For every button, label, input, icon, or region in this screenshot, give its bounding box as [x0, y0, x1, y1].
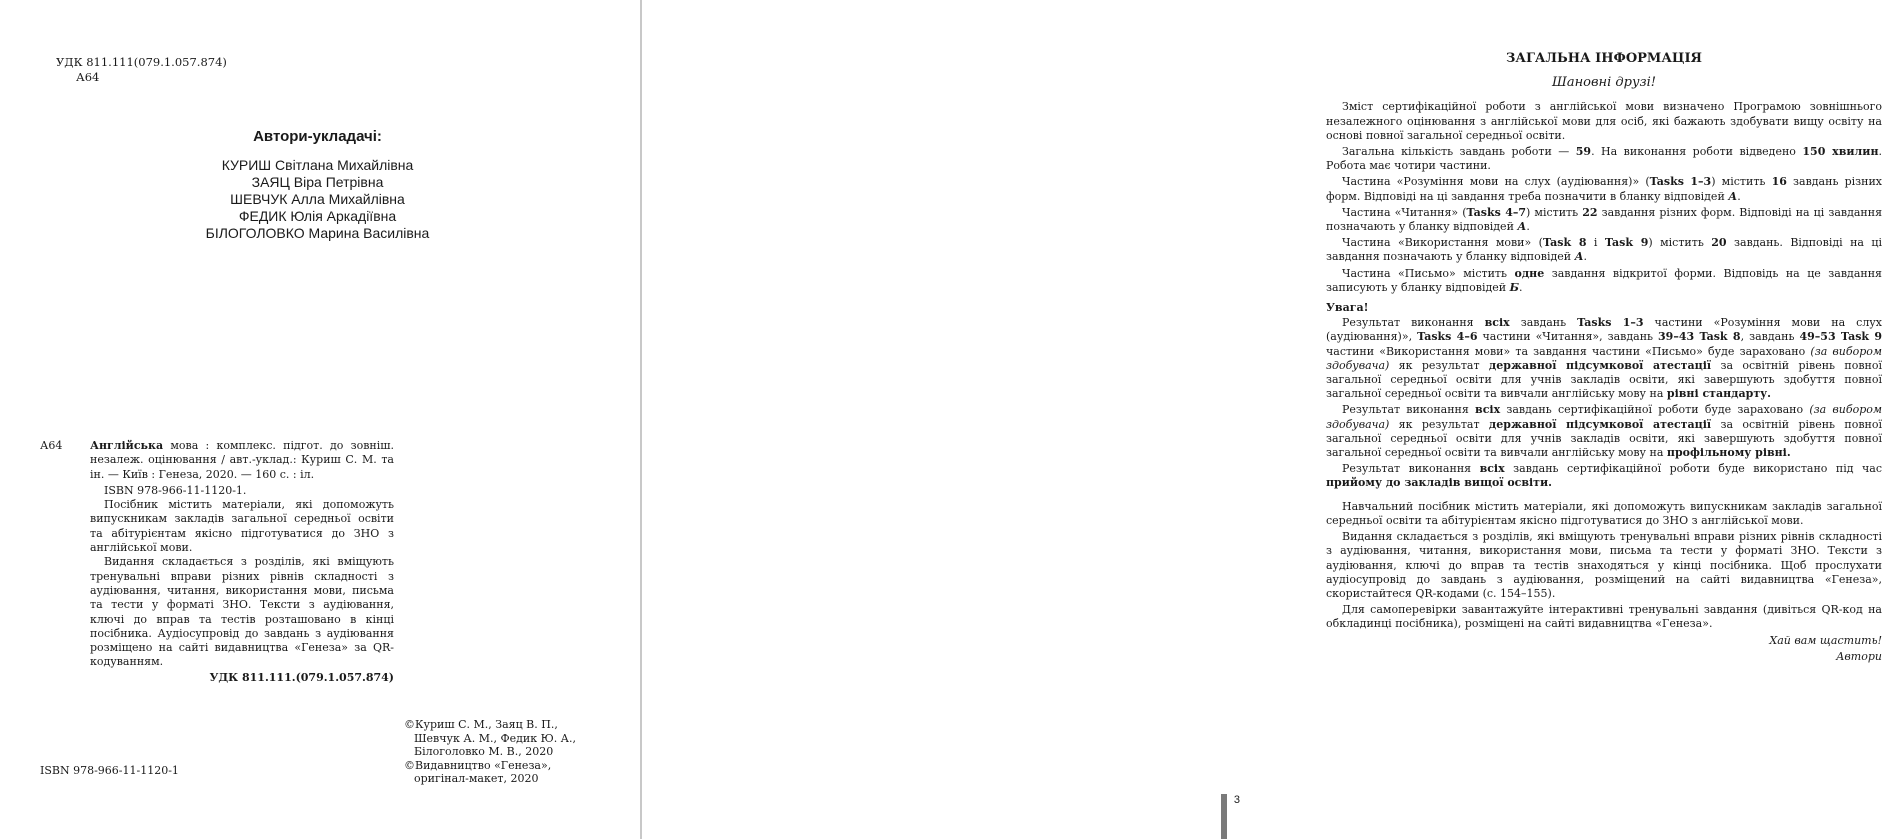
biblio-title: Англійська	[90, 439, 164, 452]
paragraph: Результат виконання всіх завдань сертифікаційної роботи буде зараховано (за вибором здобувача) як результат державної підсумкової атестації за освітній рівень повної загальної середньої освіти для учнів закладів освіти, які завершують здобуття повної загальної середньої освіти та вивчали англійську мову на профільному рівні.	[1326, 403, 1882, 460]
signature-authors: Автори	[1836, 649, 1882, 663]
copyright-line: ©Видавництво «Генеза»,	[404, 758, 552, 772]
biblio-isbn: ISBN 978-966-11-1120-1.	[104, 483, 247, 497]
copyright-block	[404, 718, 576, 786]
copyright-line: оригінал-макет, 2020	[414, 772, 539, 785]
author-name: КУРИШ Світлана Михайлівна	[221, 157, 414, 173]
author-name: ФЕДИК Юлія Аркадіївна	[238, 208, 397, 224]
bibliographic-record	[40, 439, 394, 685]
biblio-udk: УДК 811.111.(079.1.057.874)	[209, 670, 394, 684]
isbn-footer: ISBN 978-966-11-1120-1	[40, 764, 179, 777]
warning-label: Увага!	[1326, 301, 1369, 315]
page-number: 3	[1233, 794, 1240, 806]
authors-title: Автори-укладачі:	[253, 128, 382, 145]
paragraph: Частина «Використання мови» (Task 8 і Task 9) містить 20 завдань. Відповіді на ці завдання позначають у бланку відповідей А.	[1326, 236, 1882, 264]
copyright-line: Білоголовко М. В., 2020	[414, 745, 554, 758]
copyright-line: ©Куриш С. М., Заяц В. П.,	[404, 718, 558, 731]
catalog-code: А64	[76, 70, 100, 84]
right-page	[642, 0, 1882, 839]
author-name: ШЕВЧУК Алла Михайлівна	[230, 191, 405, 207]
udk-code: УДК 811.111(079.1.057.874)	[56, 55, 227, 69]
paragraph: Частина «Письмо» містить одне завдання відкритої форми. Відповідь на це завдання записують у бланку відповідей Б.	[1326, 266, 1882, 294]
greeting: Шановні друзі!	[1552, 75, 1656, 91]
author-name: БІЛОГОЛОВКО Марина Василівна	[205, 225, 430, 241]
left-page	[0, 0, 640, 839]
authors-block	[150, 128, 485, 242]
paragraph: Результат виконання всіх завдань сертифікаційної роботи буде використано під час прийому до закладів вищої освіти.	[1326, 462, 1882, 490]
biblio-description	[90, 439, 394, 482]
paragraph: Результат виконання всіх завдань Tasks 1–3 частини «Розуміння мови на слух (аудіювання)», Tasks 4–6 частини «Читання», завдань 39–43 Task 8, завдань 49–53 Task 9 частини «Використання мови» та завдання частини «Письмо» буде зараховано (за вибором здобувача) як результат державної підсумкової атестації за освітній рівень повної загальної середньої освіти для учнів закладів освіти, які завершують здобуття повної загальної середньої освіти та вивчали англійську мову на рівні стандарту.	[1326, 316, 1882, 401]
copyright-line: Шевчук А. М., Федик Ю. А.,	[414, 731, 577, 745]
paragraph: Видання складається з розділів, які вміщують тренувальні вправи різних рівнів складності з аудіювання, читання, використання мови, письма та тести у форматі ЗНО. Тексти з аудіювання, ключі до вправ та тестів знаходяться у кінці посібника. Щоб прослухати аудіосупровід до завдань з аудіювання, розміщений на сайті видавництва «Генеза», скористайтеся QR-кодами (с. 154–155).	[1326, 530, 1882, 600]
paragraph: Навчальний посібник містить матеріали, які допоможуть випускникам закладів загальної середньої освіти та абітурієнтам якісно підготуватися до ЗНО з англійської мови.	[1326, 499, 1882, 527]
general-info-section	[1326, 52, 1882, 664]
paragraph: Частина «Розуміння мови на слух (аудіювання)» (Tasks 1–3) містить 16 завдань різних форм. Відповіді на ці завдання треба позначити в бланку відповідей А.	[1326, 175, 1882, 203]
udk-header	[56, 55, 227, 85]
biblio-code: А64	[40, 439, 63, 452]
author-name: ЗАЯЦ Віра Петрівна	[251, 174, 384, 190]
paragraph: Для самоперевірки завантажуйте інтерактивні тренувальні завдання (дивіться QR-код на обкладинці посібника), розміщені на сайті видавництва «Генеза».	[1326, 603, 1882, 631]
paragraph: Зміст сертифікаційної роботи з англійської мови визначено Програмою зовнішнього незалежного оцінювання з англійської мови для осіб, які бажають здобувати вищу освіту на основі повної загальної середньої освіти.	[1326, 100, 1882, 142]
page-marker-bar	[1221, 794, 1227, 839]
paragraph: Загальна кількість завдань роботи — 59. На виконання роботи відведено 150 хвилин. Робота має чотири частини.	[1326, 145, 1882, 173]
paragraph: Частина «Читання» (Tasks 4–7) містить 22 завдання різних форм. Відповіді на ці завдання позначають у бланку відповідей А.	[1326, 205, 1882, 234]
biblio-annotation: Видання складається з розділів, які вміщують тренувальні вправи різних рівнів складності з аудіювання, читання, використання мови, письма та тести у форматі ЗНО. Тексти з аудіювання, ключі до вправ та тестів розташовано в кінці посібника. Аудіосупровід до завдань з аудіювання розміщено на сайті видавництва «Генеза» за QR-кодуванням.	[90, 555, 394, 669]
biblio-title-rest: мова : комплекс. підгот. до зовніш. незалеж. оцінювання / авт.-уклад.: Куриш С. М. та ін. — Київ : Генеза, 2020. — 160 с. : іл.	[90, 439, 394, 481]
signature-wish: Хай вам щастить!	[1769, 633, 1882, 647]
biblio-annotation: Посібник містить матеріали, які допоможуть випускникам закладів загальної середньої освіти та абітурієнтам якісно підготуватися до ЗНО з англійської мови.	[90, 498, 394, 555]
page-title: ЗАГАЛЬНА ІНФОРМАЦІЯ	[1505, 51, 1703, 66]
